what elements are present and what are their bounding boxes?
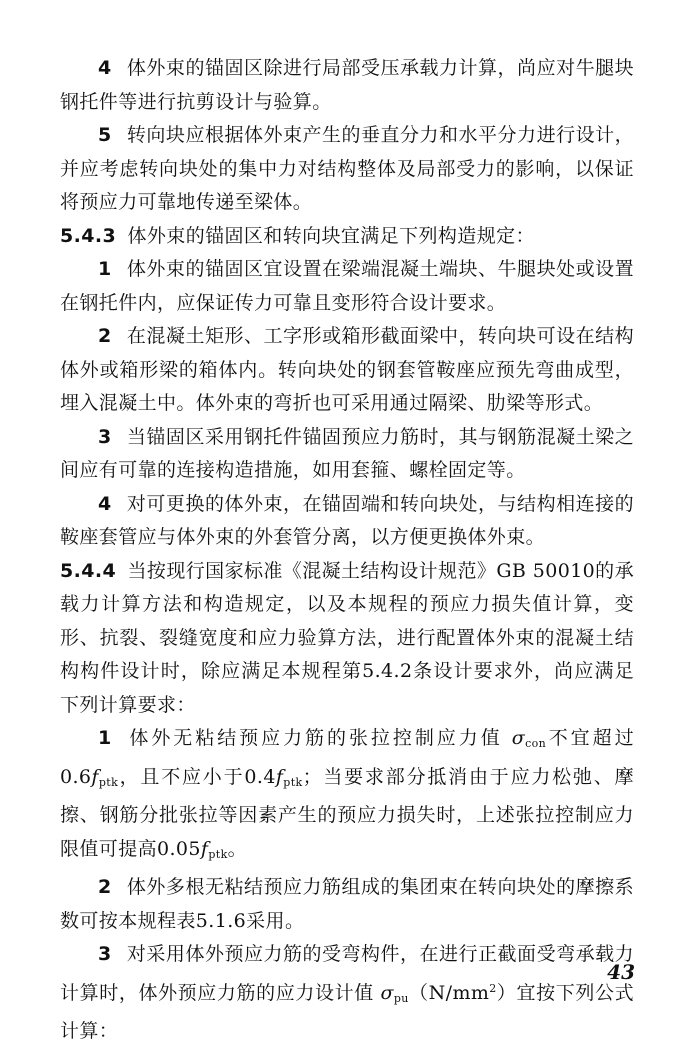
paragraph-text: 当锚固区采用钢托件锚固预应力筋时，其与钢筋混凝土梁之间应有可靠的连接构造措施，如用套箍、螺栓固定等。 bbox=[60, 425, 634, 481]
f-symbol: $f_{ptk}$ bbox=[91, 765, 119, 789]
paragraph-item-2 bbox=[60, 320, 634, 421]
subscript: ptk bbox=[98, 775, 119, 789]
paragraph-text: 体外束的锚固区宜设置在梁端混凝土端块、牛腿块处或设置在钢托件内，应保证传力可靠且变形符合设计要求。 bbox=[60, 258, 634, 314]
paragraph-text: 在混凝土矩形、工字形或箱形截面梁中，转向块可设在结构体外或箱形梁的箱体内。转向块处的钢套管鞍座应预先弯曲成型，埋入混凝土中。体外束的弯折也可采用通过隔梁、肋梁等形式。 bbox=[60, 325, 634, 414]
paragraph-text: 当按现行国家标准《混凝土结构设计规范》GB 50010的承载力计算方法和构造规定，以及本规程的预应力损失值计算，变形、抗裂、裂缝宽度和应力验算方法，进行配置体外束的混凝土结构构件设计时，除应满足本规程第5.4.2条设计要求外，尚应满足下列计算要求： bbox=[60, 559, 634, 716]
item-number: 2 bbox=[98, 876, 112, 898]
document-body bbox=[60, 52, 634, 1049]
clause-number: 5.4.4 bbox=[60, 559, 117, 582]
f-symbol: $f_{ptk}$ bbox=[200, 837, 228, 861]
paragraph-item-5 bbox=[60, 119, 634, 220]
paragraph-item-2b bbox=[60, 871, 634, 938]
paragraph-text: 体外多根无粘结预应力筋组成的集团束在转向块处的摩擦系数可按本规程表5.1.6采用。 bbox=[60, 876, 634, 932]
clause-number: 5.4.3 bbox=[60, 224, 117, 247]
text-part: 对采用体外预应力筋的受弯构件，在进行正截面受弯承载力计算时，体外预应力筋的应力设计值 bbox=[60, 943, 634, 1004]
paragraph-item-4 bbox=[60, 52, 634, 119]
page-number: 43 bbox=[607, 960, 635, 984]
paragraph-item-3 bbox=[60, 421, 634, 488]
paragraph-text: 体外束的锚固区除进行局部受压承载力计算，尚应对牛腿块钢托件等进行抗剪设计与验算。 bbox=[60, 57, 634, 113]
text-part: 。 bbox=[227, 837, 248, 860]
sigma-symbol: $\sigma_{pu}$ bbox=[380, 981, 409, 1005]
superscript: 2 bbox=[489, 981, 497, 995]
subscript: con bbox=[525, 737, 547, 750]
clause-5-4-3 bbox=[60, 220, 634, 254]
item-number: 3 bbox=[98, 425, 112, 448]
subscript: pu bbox=[393, 991, 409, 1005]
text-part: ，且不应小于0.4 bbox=[118, 765, 276, 788]
f-symbol: $f_{ptk}$ bbox=[275, 765, 303, 789]
item-number: 3 bbox=[98, 943, 112, 965]
text-part: 体外无粘结预应力筋的张拉控制应力值 bbox=[126, 727, 503, 749]
paragraph-text: 对可更换的体外束，在锚固端和转向块处，与结构相连接的鞍座套管应与体外束的外套管分离，以方便更换体外束。 bbox=[60, 492, 634, 548]
clause-5-4-4 bbox=[60, 555, 634, 723]
paragraph-item-3b bbox=[60, 938, 634, 1049]
paragraph-item-4b bbox=[60, 488, 634, 555]
paragraph-item-1b bbox=[60, 722, 634, 871]
text-part: 不宜超过0.6 bbox=[60, 727, 634, 788]
item-number: 4 bbox=[98, 57, 112, 79]
text-part: ；当要求部分抵消由于应力松弛、摩擦、钢筋分批张拉等因素产生的预应力损失时，上述张拉控制应力限值可提高0.05 bbox=[60, 765, 634, 860]
text-part: （N/mm bbox=[408, 981, 490, 1004]
item-number: 1 bbox=[98, 727, 112, 749]
paragraph-text: 转向块应根据体外束产生的垂直分力和水平分力进行设计，并应考虑转向块处的集中力对结构整体及局部受力的影响，以保证将预应力可靠地传递至梁体。 bbox=[60, 124, 634, 213]
subscript: ptk bbox=[283, 775, 303, 789]
item-number: 1 bbox=[98, 258, 112, 280]
sigma-symbol: $\sigma_{con}$ bbox=[511, 727, 547, 750]
text-part: ）宜按下列公式计算： bbox=[60, 981, 634, 1042]
paragraph-text: 体外束的锚固区和转向块宜满足下列构造规定： bbox=[127, 224, 535, 247]
item-number: 5 bbox=[98, 124, 112, 146]
item-number: 4 bbox=[98, 492, 112, 515]
subscript: ptk bbox=[208, 847, 228, 861]
paragraph-item-1 bbox=[60, 253, 634, 320]
item-number: 2 bbox=[98, 325, 112, 347]
